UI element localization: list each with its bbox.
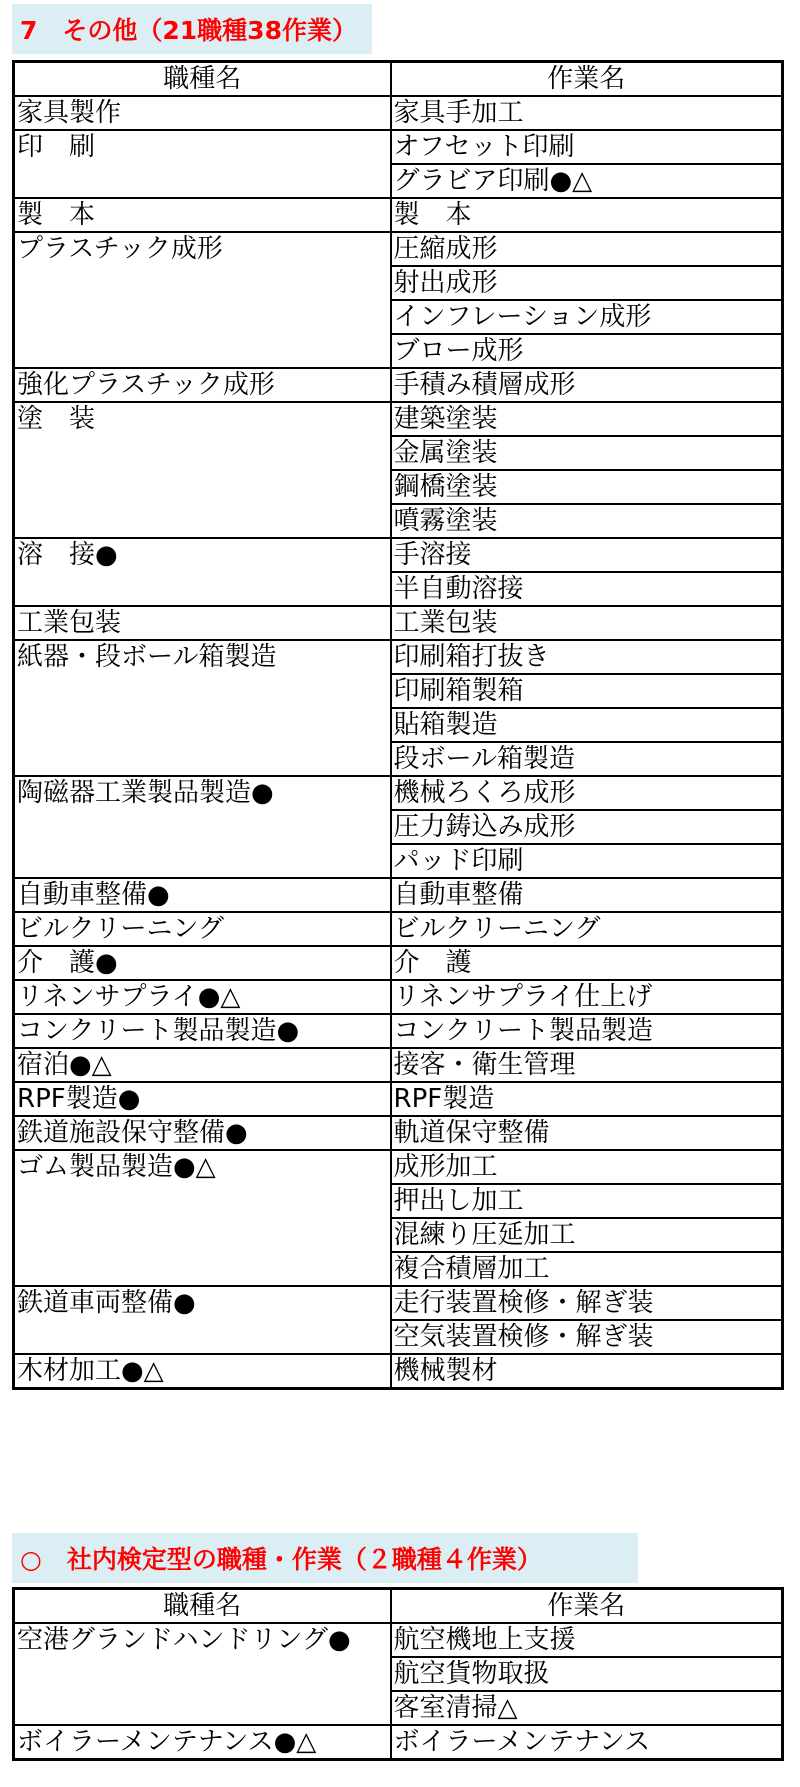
table-row [14,368,783,402]
task-name-cell: 混練り圧延加工 [391,1218,783,1252]
job-name-cell: ビルクリーニング [14,912,391,946]
table-row [14,1725,783,1760]
table-row [14,1150,783,1184]
task-name-cell: 工業包装 [391,606,783,640]
task-name-cell: 射出成形 [391,266,783,300]
job-name-cell: ゴム製品製造●△ [14,1150,391,1286]
table-row [14,1014,783,1048]
task-name-cell: 段ボール箱製造 [391,742,783,776]
header-row [14,1589,783,1624]
task-name-cell: 鋼橋塗装 [391,470,783,504]
job-name-cell: 家具製作 [14,96,391,130]
task-name-cell: 自動車整備 [391,878,783,912]
task-name-cell: リネンサプライ仕上げ [391,980,783,1014]
job-name-cell: 介 護● [14,946,391,980]
job-name-cell: コンクリート製品製造● [14,1014,391,1048]
task-name-cell: 成形加工 [391,1150,783,1184]
task-name-cell: 半自動溶接 [391,572,783,606]
job-name-cell: RPF製造● [14,1082,391,1116]
job-name-cell: 塗 装 [14,402,391,538]
task-column-header: 作業名 [391,1589,783,1624]
task-name-cell: 空気装置検修・解ぎ装 [391,1320,783,1354]
job-name-cell: 溶 接● [14,538,391,606]
table-row [14,1082,783,1116]
task-name-cell: 製 本 [391,198,783,232]
task-name-cell: ボイラーメンテナンス [391,1725,783,1760]
task-name-cell: RPF製造 [391,1082,783,1116]
task-name-cell: 手積み積層成形 [391,368,783,402]
job-column-header: 職種名 [14,62,391,97]
task-name-cell: 貼箱製造 [391,708,783,742]
task-name-cell: 印刷箱打抜き [391,640,783,674]
table-row [14,1354,783,1389]
task-name-cell: 噴霧塗装 [391,504,783,538]
task-name-cell: 金属塗装 [391,436,783,470]
task-name-cell: 軌道保守整備 [391,1116,783,1150]
table-row [14,878,783,912]
table-row [14,232,783,266]
task-name-cell: 客室清掃△ [391,1691,783,1725]
task-name-cell: 圧縮成形 [391,232,783,266]
job-name-cell: プラスチック成形 [14,232,391,368]
table-row [14,1048,783,1082]
job-name-cell: 紙器・段ボール箱製造 [14,640,391,776]
job-name-cell: 空港グランドハンドリング● [14,1623,391,1725]
job-name-cell: 鉄道施設保守整備● [14,1116,391,1150]
task-name-cell: ブロー成形 [391,334,783,368]
table-row [14,130,783,164]
table-row [14,198,783,232]
job-column-header: 職種名 [14,1589,391,1624]
table-row [14,1286,783,1320]
task-name-cell: ビルクリーニング [391,912,783,946]
job-name-cell: ボイラーメンテナンス●△ [14,1725,391,1760]
table-row [14,96,783,130]
job-name-cell: 製 本 [14,198,391,232]
job-name-cell: 印 刷 [14,130,391,198]
table-row [14,980,783,1014]
job-name-cell: 自動車整備● [14,878,391,912]
job-name-cell: 宿泊●△ [14,1048,391,1082]
table-row [14,402,783,436]
table-row [14,1116,783,1150]
section1-table [12,60,784,1390]
task-name-cell: 機械ろくろ成形 [391,776,783,810]
job-name-cell: リネンサプライ●△ [14,980,391,1014]
task-name-cell: オフセット印刷 [391,130,783,164]
task-name-cell: 接客・衛生管理 [391,1048,783,1082]
section2-title: ○ 社内検定型の職種・作業（２職種４作業） [12,1533,638,1583]
task-name-cell: 手溶接 [391,538,783,572]
header-row [14,62,783,97]
task-name-cell: 走行装置検修・解ぎ装 [391,1286,783,1320]
table-row [14,776,783,810]
table-row [14,1623,783,1657]
section1-title: 7 その他（21職種38作業） [12,4,372,54]
task-name-cell: コンクリート製品製造 [391,1014,783,1048]
task-name-cell: グラビア印刷●△ [391,164,783,198]
task-name-cell: 航空貨物取扱 [391,1657,783,1691]
task-name-cell: 介 護 [391,946,783,980]
table-row [14,912,783,946]
task-name-cell: 家具手加工 [391,96,783,130]
task-name-cell: 建築塗装 [391,402,783,436]
job-name-cell: 陶磁器工業製品製造● [14,776,391,878]
job-name-cell: 強化プラスチック成形 [14,368,391,402]
section2-table [12,1587,784,1761]
table-row [14,640,783,674]
task-name-cell: 圧力鋳込み成形 [391,810,783,844]
task-name-cell: 航空機地上支援 [391,1623,783,1657]
job-name-cell: 木材加工●△ [14,1354,391,1389]
task-name-cell: 印刷箱製箱 [391,674,783,708]
task-column-header: 作業名 [391,62,783,97]
job-name-cell: 工業包装 [14,606,391,640]
task-name-cell: 複合積層加工 [391,1252,783,1286]
task-name-cell: パッド印刷 [391,844,783,878]
job-name-cell: 鉄道車両整備● [14,1286,391,1354]
table-row [14,606,783,640]
task-name-cell: 押出し加工 [391,1184,783,1218]
table-row [14,538,783,572]
task-name-cell: インフレーション成形 [391,300,783,334]
table-row [14,946,783,980]
task-name-cell: 機械製材 [391,1354,783,1389]
